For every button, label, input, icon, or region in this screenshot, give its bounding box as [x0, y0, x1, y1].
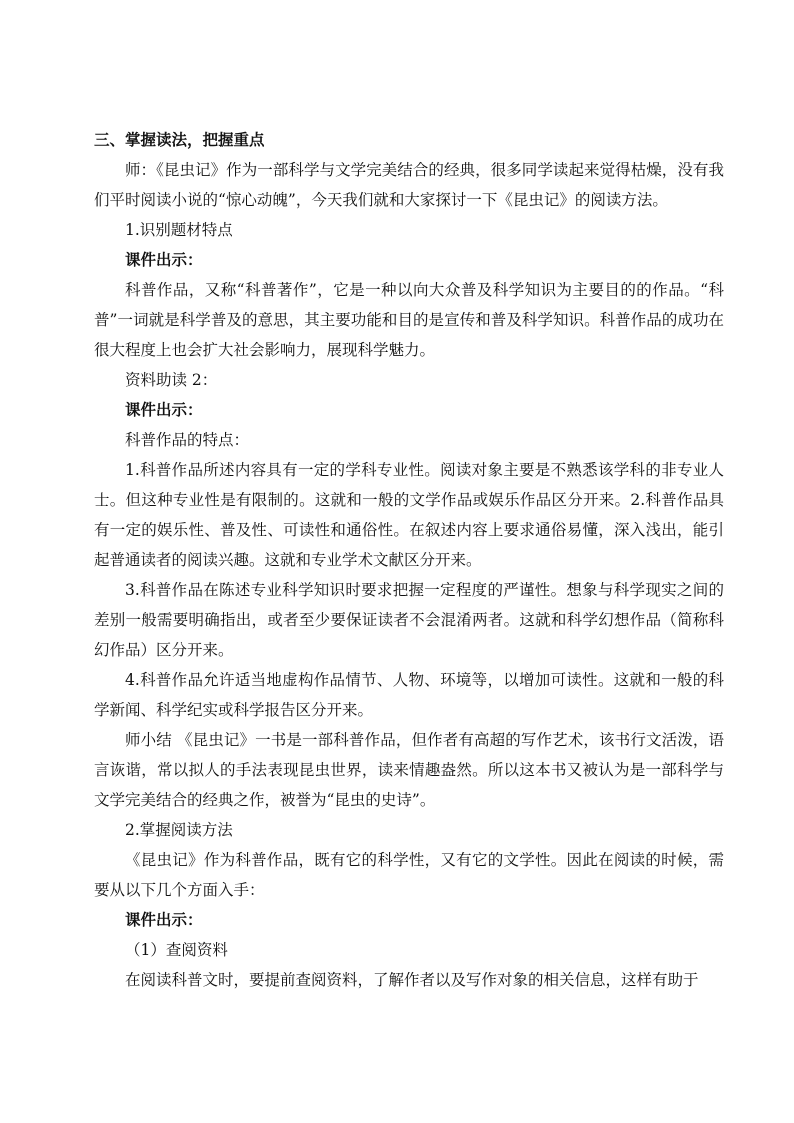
method-1-paragraph: 在阅读科普文时，要提前查阅资料，了解作者以及写作对象的相关信息，这样有助于: [125, 971, 699, 989]
teacher-intro-paragraph: 师：《昆虫记》作为一部科学与文学完美结合的经典，很多同学读起来觉得枯燥，没有我们平时阅读小说的“惊心动魄”，今天我们就和大家探讨一下《昆虫记》的阅读方法。: [94, 161, 724, 209]
feature-3-paragraph: 3.科普作品在陈述专业科学知识时要求把握一定程度的严谨性。想象与科学现实之间的差别一般需要明确指出，或者至少要保证读者不会混淆两者。这就和科学幻想作品（简称科幻作品）区分开来。: [94, 581, 724, 659]
courseware-label: 课件出示：: [125, 250, 203, 269]
popular-science-definition-paragraph: 科普作品，又称“科普著作”，它是一种以向大众普及科学知识为主要目的的作品。“科普”一词就是科学普及的意思，其主要功能和目的是宣传和普及科学知识。科普作品的成功在很大程度上也会扩大社会影响力，展现科学魅力。: [94, 281, 724, 359]
subheading-identify-genre: 1.识别题材特点: [125, 221, 233, 239]
reading-method-paragraph: 《昆虫记》作为科普作品，既有它的科学性，又有它的文学性。因此在阅读的时候，需要从以下几个方面入手：: [94, 851, 724, 899]
features-intro: 科普作品的特点：: [125, 431, 250, 449]
reading-aid-label: 资料助读 2：: [125, 371, 218, 389]
section-heading: 三、掌握读法，把握重点: [94, 130, 265, 149]
teacher-summary-paragraph: 师小结 《昆虫记》一书是一部科普作品，但作者有高超的写作艺术，该书行文活泼，语言诙谐，常以拟人的手法表现昆虫世界，读来情趣盎然。所以这本书又被认为是一部科学与文学完美结合的经典之作，被誉为“昆虫的史诗”。: [94, 731, 724, 809]
document-body: [94, 125, 724, 995]
method-1-heading: （1）查阅资料: [125, 941, 228, 959]
courseware-label: 课件出示：: [125, 910, 203, 929]
feature-4-paragraph: 4.科普作品允许适当地虚构作品情节、人物、环境等，以增加可读性。这就和一般的科学新闻、科学纪实或科学报告区分开来。: [94, 671, 724, 719]
subheading-reading-method: 2.掌握阅读方法: [125, 821, 233, 839]
courseware-label: 课件出示：: [125, 400, 203, 419]
feature-1-2-paragraph: 1.科普作品所述内容具有一定的学科专业性。阅读对象主要是不熟悉该学科的非专业人士。但这种专业性是有限制的。这就和一般的文学作品或娱乐作品区分开来。2.科普作品具有一定的娱乐性、普及性、可读性和通俗性。在叙述内容上要求通俗易懂，深入浅出，能引起普通读者的阅读兴趣。这就和专业学术文献区分开来。: [94, 461, 724, 569]
